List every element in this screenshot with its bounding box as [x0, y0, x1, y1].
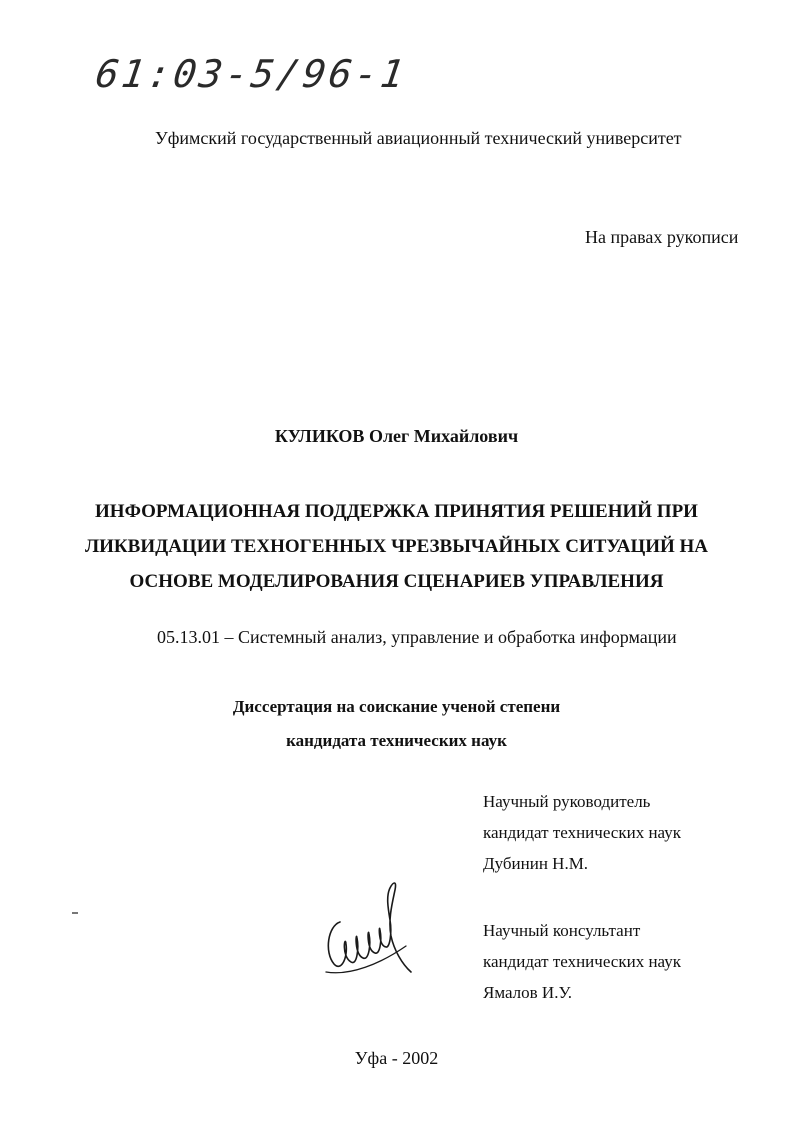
supervisor-degree: кандидат технических наук — [483, 823, 681, 842]
handwritten-signature — [310, 860, 420, 980]
title-line: ОСНОВЕ МОДЕЛИРОВАНИЯ СЦЕНАРИЕВ УПРАВЛЕНИЯ — [129, 571, 664, 592]
supervisor-block — [483, 786, 681, 879]
scan-speck — [72, 912, 78, 914]
university-name: Уфимский государственный авиационный технический университет — [155, 128, 682, 148]
specialty-code: 05.13.01 – Системный анализ, управление и обработка информации — [157, 627, 677, 647]
degree-statement — [0, 690, 793, 758]
consultant-name: Ямалов И.У. — [483, 983, 572, 1002]
dissertation-title — [0, 494, 793, 599]
city-and-year: Уфа - 2002 — [354, 1048, 439, 1068]
archive-code-handwritten: 61:03-5/96-1 — [92, 52, 410, 96]
degree-line: Диссертация на соискание ученой степени — [232, 697, 561, 716]
supervisor-role: Научный руководитель — [483, 792, 651, 811]
title-line: ИНФОРМАЦИОННАЯ ПОДДЕРЖКА ПРИНЯТИЯ РЕШЕНИЙ ПРИ — [95, 501, 698, 522]
signature-stroke — [328, 883, 411, 972]
consultant-degree: кандидат технических наук — [483, 952, 681, 971]
signature-underline — [326, 946, 406, 973]
supervisor-name: Дубинин Н.М. — [483, 854, 589, 873]
author-name: КУЛИКОВ Олег Михайлович — [274, 426, 519, 446]
title-line: ЛИКВИДАЦИИ ТЕХНОГЕННЫХ ЧРЕЗВЫЧАЙНЫХ СИТУАЦИЙ НА — [84, 536, 709, 557]
consultant-role: Научный консультант — [483, 921, 641, 940]
degree-line: кандидата технических наук — [286, 731, 507, 750]
manuscript-rights-note: На правах рукописи — [585, 227, 739, 247]
consultant-block — [483, 915, 681, 1008]
